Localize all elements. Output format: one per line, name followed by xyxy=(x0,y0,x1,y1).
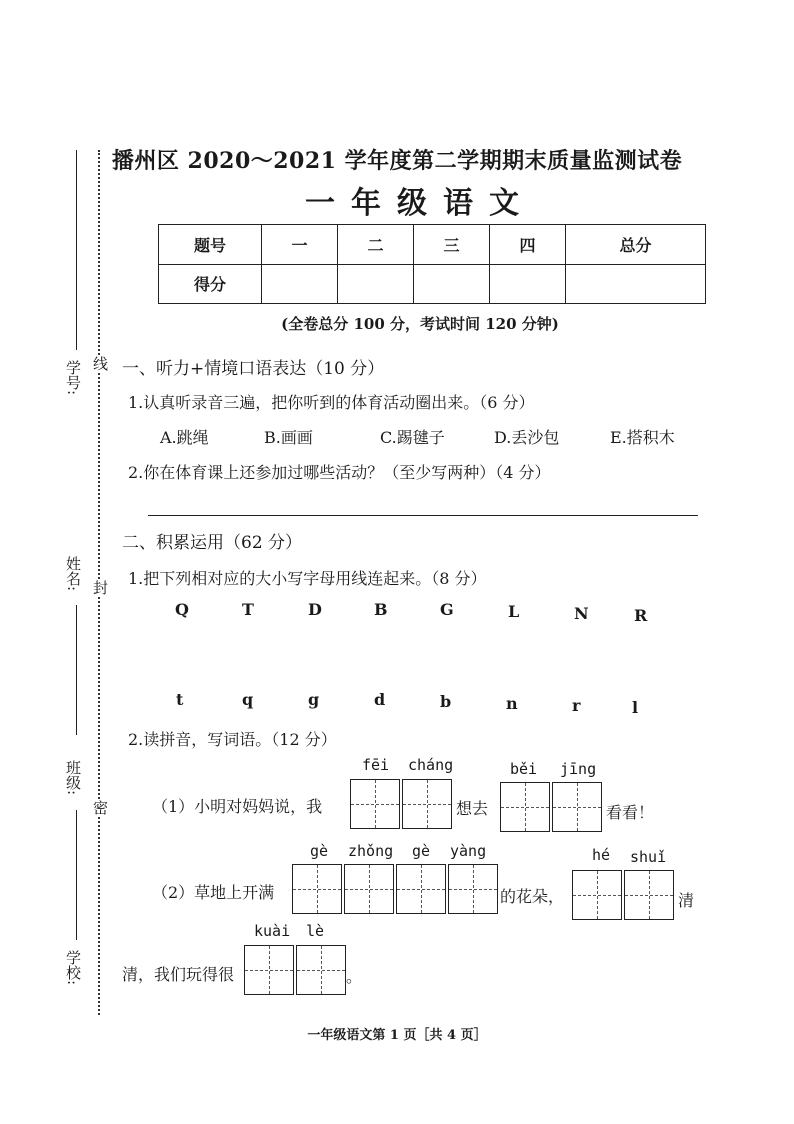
name-line[interactable] xyxy=(76,605,77,735)
lower-letter[interactable]: q xyxy=(242,690,254,709)
section2-title: 二、积累运用（62 分） xyxy=(122,533,303,553)
student-id-label: 学号: xyxy=(64,360,82,396)
upper-letter[interactable]: L xyxy=(508,602,520,621)
pinyin: gè xyxy=(412,842,431,860)
pinyin: shuǐ xyxy=(630,848,667,866)
pinyin: jīng xyxy=(560,760,597,778)
school-label: 学校: xyxy=(64,950,82,986)
writing-cell[interactable] xyxy=(624,870,674,920)
score-header-cell: 三 xyxy=(414,225,490,265)
writing-cell[interactable] xyxy=(296,945,346,995)
answer-grid-heshui xyxy=(572,870,676,920)
writing-cell[interactable] xyxy=(552,782,602,832)
writing-cell[interactable] xyxy=(402,779,452,829)
answer-grid-kuaile xyxy=(244,945,348,995)
lower-letter[interactable]: t xyxy=(176,690,184,709)
pinyin: běi xyxy=(510,760,538,778)
item2-text-d: 清，我们玩得很 xyxy=(122,965,235,984)
pinyin: zhǒng xyxy=(348,842,394,860)
section1-title: 一、听力+情境口语表达（10 分） xyxy=(122,359,385,379)
score-header-row xyxy=(159,225,706,265)
score-cell[interactable] xyxy=(566,264,706,304)
writing-cell[interactable] xyxy=(344,864,394,914)
score-header-cell: 总分 xyxy=(566,225,706,265)
option-a[interactable]: A.跳绳 xyxy=(160,428,209,447)
lower-letter[interactable]: b xyxy=(440,692,452,711)
upper-letter[interactable]: B xyxy=(374,600,388,619)
score-table xyxy=(158,224,706,304)
answer-grid-feichang xyxy=(350,779,454,829)
writing-cell[interactable] xyxy=(500,782,550,832)
answer-grid-gezhong xyxy=(292,864,500,914)
lower-letter[interactable]: l xyxy=(632,698,639,717)
upper-letter[interactable]: R xyxy=(634,606,648,625)
page-footer: 一年级语文第 1 页［共 4 页］ xyxy=(307,1028,487,1043)
writing-cell[interactable] xyxy=(572,870,622,920)
lower-letter[interactable]: d xyxy=(374,690,386,709)
score-header-cell: 一 xyxy=(262,225,338,265)
score-header-cell: 二 xyxy=(338,225,414,265)
writing-cell[interactable] xyxy=(244,945,294,995)
answer-line[interactable] xyxy=(148,515,698,516)
lower-letter[interactable]: n xyxy=(506,694,518,713)
score-header-cell: 四 xyxy=(490,225,566,265)
score-cell[interactable] xyxy=(262,264,338,304)
item2-text-c: 清 xyxy=(678,891,695,910)
seal-char-seal: 封 xyxy=(91,580,109,595)
pinyin: hé xyxy=(592,846,611,864)
item1-text-c: 看看！ xyxy=(606,803,655,822)
option-b[interactable]: B.画画 xyxy=(264,428,313,447)
class-line[interactable] xyxy=(76,810,77,940)
lower-letter[interactable]: r xyxy=(572,696,581,715)
upper-letter[interactable]: N xyxy=(574,604,589,623)
score-row-label: 得分 xyxy=(159,264,262,304)
item2-text-e: 。 xyxy=(346,967,363,986)
writing-cell[interactable] xyxy=(292,864,342,914)
writing-cell[interactable] xyxy=(448,864,498,914)
pinyin: kuài xyxy=(254,922,291,940)
exam-note: (全卷总分 100 分，考试时间 120 分钟) xyxy=(281,315,559,333)
s1-question2: 2.你在体育课上还参加过哪些活动？（至少写两种）（4 分） xyxy=(128,463,551,482)
pinyin: fēi xyxy=(362,756,390,774)
item1-text-b: 想去 xyxy=(456,799,489,818)
writing-cell[interactable] xyxy=(350,779,400,829)
subject-title: 一年级语文 xyxy=(305,186,535,221)
item1-text-a: （1）小明对妈妈说，我 xyxy=(152,797,323,816)
score-header-cell: 题号 xyxy=(159,225,262,265)
pinyin: gè xyxy=(310,842,329,860)
upper-letter[interactable]: D xyxy=(308,600,322,619)
score-cell[interactable] xyxy=(414,264,490,304)
s2-question2: 2.读拼音，写词语。（12 分） xyxy=(128,730,337,749)
s1-question1: 1.认真听录音三遍，把你听到的体育活动圈出来。（6 分） xyxy=(128,393,535,412)
writing-cell[interactable] xyxy=(396,864,446,914)
class-label: 班级: xyxy=(64,760,82,796)
score-row xyxy=(159,264,706,304)
s2-question1: 1.把下列相对应的大小写字母用线连起来。（8 分） xyxy=(128,569,487,588)
option-e[interactable]: E.搭积木 xyxy=(610,428,675,447)
option-c[interactable]: C.踢毽子 xyxy=(380,428,445,447)
score-cell[interactable] xyxy=(490,264,566,304)
item2-text-a: （2）草地上开满 xyxy=(152,883,275,902)
score-cell[interactable] xyxy=(338,264,414,304)
item2-text-b: 的花朵， xyxy=(500,887,565,906)
seal-char-line: 线 xyxy=(91,356,109,371)
lower-letter[interactable]: g xyxy=(308,690,320,709)
option-d[interactable]: D.丢沙包 xyxy=(494,428,560,447)
pinyin: cháng xyxy=(408,756,454,774)
upper-letter[interactable]: Q xyxy=(175,600,189,619)
exam-title: 播州区 2020～2021 学年度第二学期期末质量监测试卷 xyxy=(111,148,683,174)
seal-char-secret: 密 xyxy=(91,800,109,815)
upper-letter[interactable]: T xyxy=(242,600,254,619)
name-label: 姓名: xyxy=(64,556,82,592)
upper-letter[interactable]: G xyxy=(440,600,454,619)
pinyin: yàng xyxy=(450,842,487,860)
answer-grid-beijing xyxy=(500,782,604,832)
pinyin: lè xyxy=(306,922,325,940)
